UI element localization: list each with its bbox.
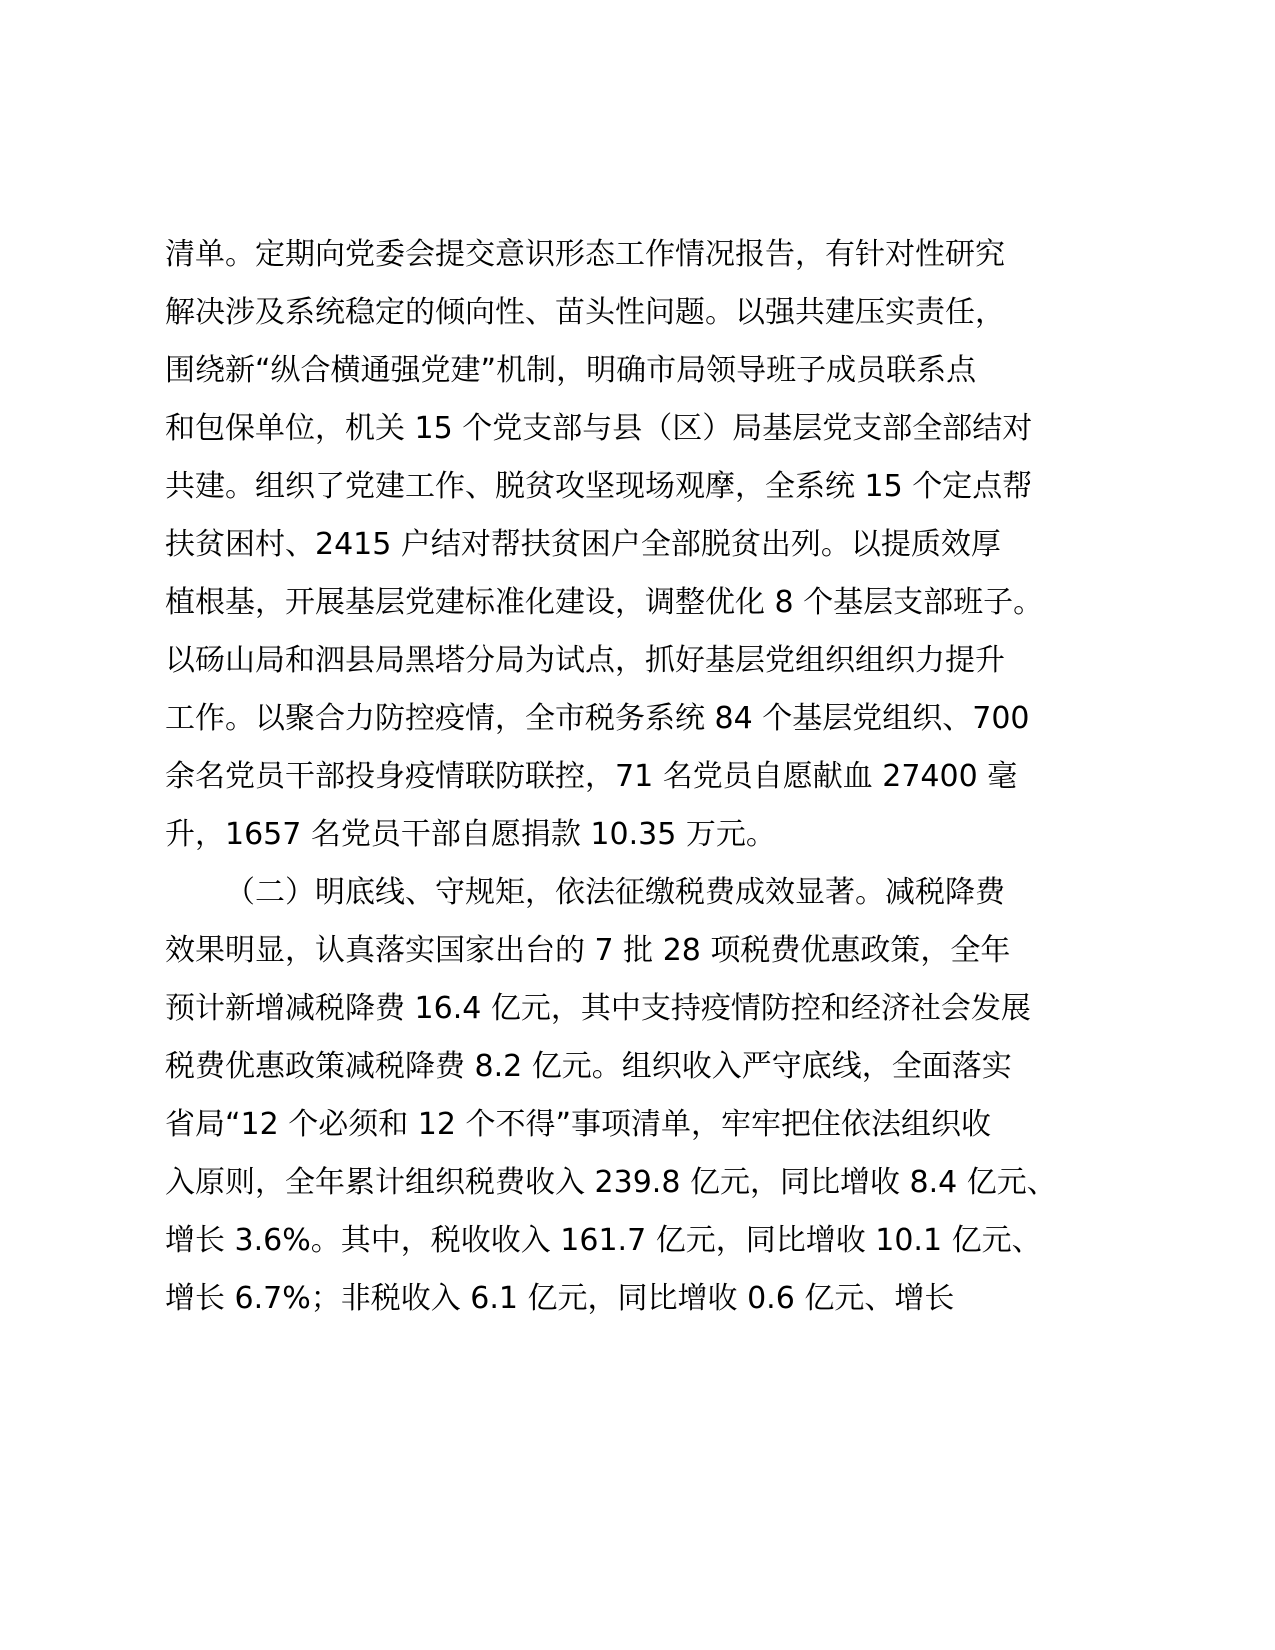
text-line: 余名党员干部投身疫情联防联控，71 名党员自愿献血 27400 毫: [165, 759, 1018, 794]
text-line: 效果明显，认真落实国家出台的 7 批 28 项税费优惠政策，全年: [165, 933, 1011, 968]
text-line: 工作。以聚合力防控疫情，全市税务系统 84 个基层党组织、700: [165, 701, 1030, 736]
text-line: 增长 6.7%；非税收入 6.1 亿元，同比增收 0.6 亿元、增长: [165, 1281, 955, 1316]
text-line: 围绕新“纵合横通强党建”机制，明确市局领导班子成员联系点: [165, 353, 977, 388]
text-line: 升，1657 名党员干部自愿捐款 10.35 万元。: [165, 817, 776, 852]
text-line: 清单。定期向党委会提交意识形态工作情况报告，有针对性研究: [165, 237, 1005, 272]
section-heading-line: （二）明底线、守规矩，依法征缴税费成效显著。减税降费: [225, 875, 1005, 910]
body-text: [165, 226, 1125, 1328]
text-line: 以砀山局和泗县局黑塔分局为试点，抓好基层党组织组织力提升: [165, 643, 1005, 678]
text-line: 增长 3.6%。其中，税收收入 161.7 亿元，同比增收 10.1 亿元、: [165, 1223, 1042, 1258]
text-line: 预计新增减税降费 16.4 亿元，其中支持疫情防控和经济社会发展: [165, 991, 1031, 1026]
text-line: 入原则，全年累计组织税费收入 239.8 亿元，同比增收 8.4 亿元、: [165, 1165, 1057, 1200]
text-line: 解决涉及系统稳定的倾向性、苗头性问题。以强共建压实责任，: [165, 295, 1005, 330]
text-line: 省局“12 个必须和 12 个不得”事项清单，牢牢把住依法组织收: [165, 1107, 992, 1142]
text-line: 共建。组织了党建工作、脱贫攻坚现场观摩，全系统 15 个定点帮: [165, 469, 1033, 504]
text-line: 扶贫困村、2415 户结对帮扶贫困户全部脱贫出列。以提质效厚: [165, 527, 1001, 562]
text-line: 和包保单位，机关 15 个党支部与县（区）局基层党支部全部结对: [165, 411, 1033, 446]
text-line: 植根基，开展基层党建标准化建设，调整优化 8 个基层支部班子。: [165, 585, 1044, 620]
text-line: 税费优惠政策减税降费 8.2 亿元。组织收入严守底线，全面落实: [165, 1049, 1012, 1084]
